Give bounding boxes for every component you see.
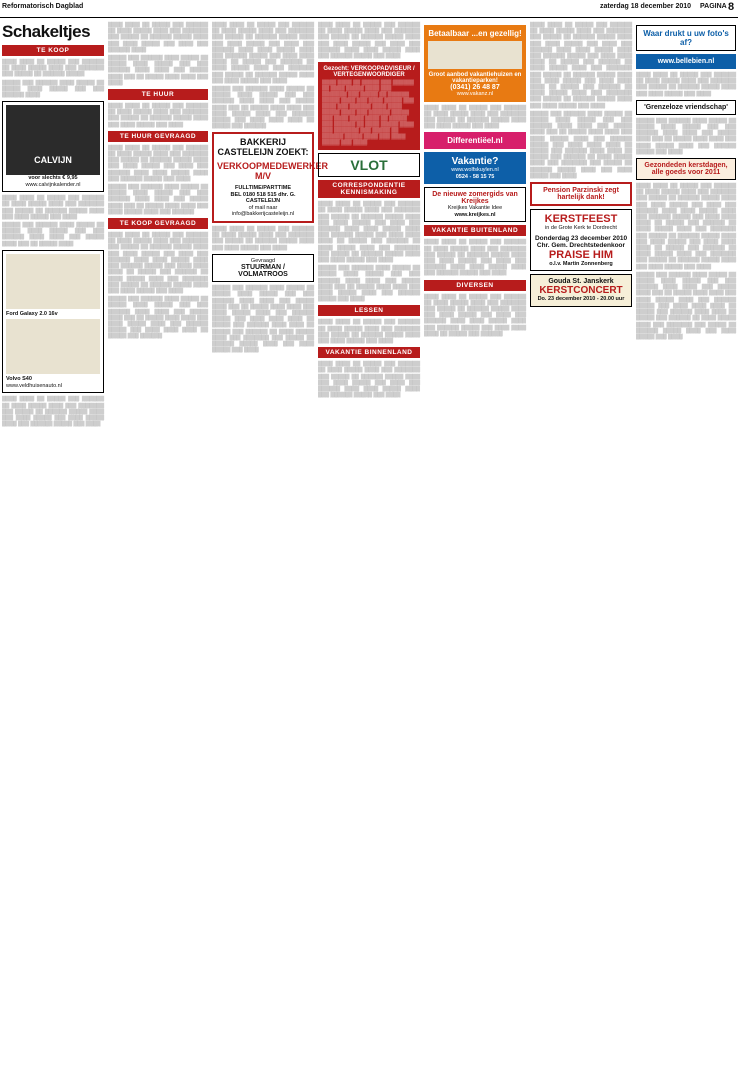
stuurman-head: Gevraagd bbox=[250, 257, 276, 264]
page-label: PAGINA bbox=[700, 3, 727, 10]
stuurman-title: STUURMAN / VOLMATROOS bbox=[238, 264, 288, 279]
concert-lead: o.l.v. Martin Zonnenberg bbox=[549, 260, 613, 267]
photo-question: Waar drukt u uw foto's af? bbox=[643, 29, 729, 47]
kerstfeest-sub: in de Grote Kerk te Dordrecht bbox=[545, 225, 617, 232]
wolfskuylen-site[interactable]: www.wolfskuylen.nl bbox=[451, 167, 499, 174]
kerstgroet-title: Gezondeden kerstdagen, alle goeds voor 2011 bbox=[644, 162, 728, 177]
pension-title: Pension Parzinski zegt hartelijk dank! bbox=[543, 187, 619, 202]
dealer-site[interactable]: www.veldhuisenauto.nl bbox=[6, 382, 62, 389]
car-dealer-ad bbox=[2, 250, 104, 394]
concert-choir: Chr. Gem. Drechtstedenkoor bbox=[536, 241, 626, 249]
text-block: ▒▒▒▒ ▒▒▒▒ ▒▒ ▒▒▒▒▒ ▒▒▒ ▒▒▒▒▒▒ ▒▒ ▒▒▒▒ ▒▒▒▒▒ ▒▒▒▒ ▒▒▒ ▒▒▒▒▒▒▒ ▒▒▒ ▒▒▒▒▒ ▒▒ ▒▒▒▒▒▒ ▒▒▒▒▒ ▒▒▒▒ ▒▒▒ ▒▒▒▒ ▒▒▒▒▒ ▒▒▒ ▒▒▒▒ ▒▒▒ ▒▒▒▒▒▒ ▒▒▒▒ ▒▒▒▒ ▒▒▒▒▒ ▒▒▒▒ ▒▒▒ ▒▒▒▒▒▒ ▒▒▒▒▒ ▒▒▒ ▒▒▒▒ ▒▒▒▒ ▒▒▒▒ ▒▒ ▒▒▒▒▒ ▒▒▒ ▒▒▒▒▒▒ bbox=[424, 293, 526, 337]
differentieel-title[interactable]: Differentiëel.nl bbox=[447, 136, 503, 146]
vakantie-question: Vakantie? bbox=[451, 156, 499, 168]
lessen-heading: LESSEN bbox=[318, 305, 420, 316]
photo-print-ad bbox=[636, 25, 736, 51]
column-1 bbox=[2, 22, 104, 1062]
text-block: ▒▒▒▒ ▒▒▒▒ ▒▒ ▒▒▒▒▒ ▒▒▒ ▒▒▒▒▒▒ ▒▒ ▒▒▒▒ ▒▒▒▒▒ ▒▒▒▒ ▒▒▒ ▒▒▒▒▒▒▒ ▒▒▒ ▒▒▒▒▒ ▒▒ ▒▒▒▒▒▒ ▒▒▒▒▒ ▒▒▒▒ ▒▒▒ ▒▒▒▒ ▒▒▒▒▒ ▒▒▒ ▒▒▒▒ ▒▒▒ ▒▒▒▒▒▒ ▒▒▒▒ ▒▒▒▒ ▒▒▒▒▒ ▒▒▒▒ ▒▒▒ ▒▒▒▒▒▒ ▒▒▒▒▒ ▒▒▒ ▒▒▒▒ ▒▒▒▒ ▒▒▒▒ ▒▒ ▒▒▒▒▒ ▒▒▒ ▒▒▒▒▒▒ ▒▒ ▒▒▒▒ ▒▒▒▒▒ ▒▒▒▒ ▒▒▒ ▒▒▒▒▒▒▒ ▒▒▒ ▒▒▒▒▒ ▒▒ ▒▒▒▒▒▒ ▒▒▒▒▒ ▒▒▒▒ ▒▒▒ ▒▒▒▒ ▒▒▒▒▒ ▒▒▒ ▒▒▒▒ ▒▒▒▒ ▒▒▒▒ ▒▒ ▒▒▒▒▒ ▒▒▒ ▒▒▒▒▒▒ ▒▒ ▒▒▒▒ ▒▒▒▒▒ ▒▒▒▒ ▒▒▒ ▒▒▒▒▒▒▒ ▒▒▒ ▒▒▒▒▒ ▒▒ ▒▒▒▒▒▒ ▒▒▒▒▒ ▒▒▒▒ ▒▒▒ ▒▒▒▒ ▒▒▒▒▒ ▒▒▒ ▒▒▒▒ ▒▒▒▒▒ ▒▒▒ ▒▒▒▒▒▒ ▒▒▒▒ ▒▒▒▒▒ ▒▒ ▒▒▒▒▒ ▒▒▒▒ ▒▒▒▒▒ ▒▒▒ ▒▒▒ ▒▒▒▒▒▒ ▒▒▒▒ ▒▒▒▒ ▒▒▒ ▒▒▒▒▒ ▒▒▒▒ ▒▒▒ ▒▒ ▒▒▒▒▒ ▒▒▒▒ ▒▒▒▒ ▒▒▒ ▒▒▒▒ ▒▒▒▒▒ ▒▒▒▒ ▒▒▒ ▒▒▒▒▒▒ ▒▒▒▒▒ ▒▒▒ ▒▒▒▒ ▒▒▒▒ ▒▒▒▒ ▒▒ ▒▒▒▒▒ ▒▒▒ ▒▒▒▒▒▒ ▒▒▒▒ ▒▒▒▒ ▒▒ ▒▒▒▒▒ ▒▒▒ ▒▒▒▒▒▒ ▒▒ ▒▒▒▒ ▒▒▒▒▒ ▒▒▒▒ ▒▒▒ ▒▒▒▒▒▒▒ ▒▒▒ ▒▒▒▒▒ ▒▒ ▒▒▒▒▒▒ ▒▒▒▒▒ ▒▒▒▒ ▒▒▒ ▒▒▒▒ ▒▒▒▒▒ ▒▒▒ ▒▒▒▒ bbox=[530, 22, 632, 179]
groot-aanbod: Groot aanbod vakantiehuizen en vakantieparken! bbox=[428, 72, 522, 84]
concert-date: Donderdag 23 december 2010 bbox=[534, 234, 628, 242]
wolfskuylen-ad bbox=[424, 152, 526, 184]
text-block: ▒▒▒▒ ▒▒▒▒ ▒▒ ▒▒▒▒▒ ▒▒▒ ▒▒▒▒▒▒ ▒▒ ▒▒▒▒ ▒▒▒▒▒ ▒▒▒▒ ▒▒▒ ▒▒▒▒▒▒▒ ▒▒▒ ▒▒▒▒▒ ▒▒ ▒▒▒▒▒▒ ▒▒▒▒▒ ▒▒▒▒ ▒▒▒ ▒▒▒▒ ▒▒▒▒▒ ▒▒▒ ▒▒▒▒ ▒▒▒ ▒▒▒▒▒▒ ▒▒▒▒ ▒▒▒▒ ▒▒▒▒▒ ▒▒▒▒ ▒▒▒ ▒▒▒▒▒▒ ▒▒▒▒▒ ▒▒▒ ▒▒▒▒ ▒▒▒▒ ▒▒▒▒ ▒▒ ▒▒▒▒▒ ▒▒▒ ▒▒▒▒▒▒ ▒▒ ▒▒▒▒ ▒▒▒▒▒ ▒▒▒▒ ▒▒▒ ▒▒▒▒▒▒▒ ▒▒▒ ▒▒▒▒▒ ▒▒ ▒▒▒▒▒▒ ▒▒▒▒▒ ▒▒▒▒ ▒▒▒ ▒▒▒▒ ▒▒▒▒▒ ▒▒▒ ▒▒▒▒ ▒▒▒▒▒ ▒▒▒ ▒▒▒▒▒▒ ▒▒▒▒ ▒▒▒▒▒ ▒▒ ▒▒▒▒▒ ▒▒▒▒ ▒▒▒▒▒ ▒▒▒ ▒▒▒ ▒▒▒▒▒▒ ▒▒▒▒ ▒▒▒▒ ▒▒▒ ▒▒▒▒▒ ▒▒▒▒ ▒▒▒ ▒▒ ▒▒▒▒▒ ▒▒▒▒ ▒▒▒▒ ▒▒▒ ▒▒▒▒ ▒▒▒▒▒ ▒▒▒▒ ▒▒▒ ▒▒▒▒▒▒ ▒▒▒▒▒ ▒▒▒ ▒▒▒▒ ▒▒▒▒ ▒▒▒▒ ▒▒ ▒▒▒▒▒ ▒▒▒ ▒▒▒▒▒▒ bbox=[108, 232, 208, 340]
section-title: Schakeltjes bbox=[2, 22, 91, 41]
bakkerij-title: BAKKERIJ CASTELEIJN ZOEKT: bbox=[217, 137, 309, 158]
page-header bbox=[0, 0, 738, 18]
te-huur-gevraagd-heading: TE HUUR GEVRAAGD bbox=[108, 131, 208, 142]
text-block: ▒▒▒▒ ▒▒▒▒ ▒▒ ▒▒▒▒▒ ▒▒▒ ▒▒▒▒▒▒ ▒▒ ▒▒▒▒ ▒▒▒▒▒ ▒▒▒▒ ▒▒▒ ▒▒▒▒▒▒▒ ▒▒▒ ▒▒▒▒▒ ▒▒ ▒▒▒▒▒▒ ▒▒▒▒▒ ▒▒▒▒ ▒▒▒ ▒▒▒▒ ▒▒▒▒▒ ▒▒▒ ▒▒▒▒ ▒▒▒ ▒▒▒▒▒▒ ▒▒▒▒ ▒▒▒▒ ▒▒▒▒▒ ▒▒▒▒ ▒▒▒ ▒▒▒▒▒▒ ▒▒▒▒▒ ▒▒▒ ▒▒▒▒ ▒▒▒▒ ▒▒▒▒ ▒▒ ▒▒▒▒▒ ▒▒▒ ▒▒▒▒▒▒ ▒▒ ▒▒▒▒ ▒▒▒▒▒ ▒▒▒▒ ▒▒▒ ▒▒▒▒▒▒▒ ▒▒▒ ▒▒▒▒▒ ▒▒ ▒▒▒▒▒▒ ▒▒▒▒▒ ▒▒▒▒ ▒▒▒ ▒▒▒▒ ▒▒▒▒▒ ▒▒▒ ▒▒▒▒ ▒▒▒▒▒ ▒▒▒ ▒▒▒▒▒▒ ▒▒▒▒ ▒▒▒▒▒ ▒▒ ▒▒▒▒▒ ▒▒▒▒ ▒▒▒▒▒ ▒▒▒ ▒▒▒ ▒▒▒▒▒▒ ▒▒▒▒ ▒▒▒▒ ▒▒▒ ▒▒▒▒▒ ▒▒▒▒ ▒▒▒ ▒▒ ▒▒▒▒▒ ▒▒▒▒ ▒▒▒▒ ▒▒▒ ▒▒▒▒ ▒▒▒▒▒ ▒▒▒▒ ▒▒▒ ▒▒▒▒▒▒ ▒▒▒▒▒ ▒▒▒ ▒▒▒▒ bbox=[318, 201, 420, 303]
book-site[interactable]: www.calvijnkalender.nl bbox=[25, 181, 81, 188]
betaalbaar-ad bbox=[424, 25, 526, 102]
bakkerij-sub: FULLTIME/PARTTIME bbox=[234, 185, 291, 192]
kerst-concert-ad bbox=[530, 209, 632, 271]
text-block: ▒▒▒▒ ▒▒▒▒ ▒▒ ▒▒▒▒▒ ▒▒▒ ▒▒▒▒▒▒ ▒▒ ▒▒▒▒ ▒▒▒▒▒ ▒▒▒▒ ▒▒▒ ▒▒▒▒▒▒▒ ▒▒▒ ▒▒▒▒▒ ▒▒ ▒▒▒▒▒▒ ▒▒▒▒▒ ▒▒▒▒ ▒▒▒ ▒▒▒▒ ▒▒▒▒▒ ▒▒▒ ▒▒▒▒ bbox=[318, 319, 420, 345]
holiday-photo bbox=[428, 41, 522, 69]
vlot-logo: VLOT bbox=[350, 157, 388, 174]
gouda-kerst: KERSTCONCERT bbox=[539, 285, 623, 297]
paper-name: Reformatorisch Dagblad bbox=[2, 3, 84, 10]
text-block: ▒▒▒▒ ▒▒▒▒ ▒▒ ▒▒▒▒▒ ▒▒▒ ▒▒▒▒▒▒ ▒▒ ▒▒▒▒ ▒▒▒▒▒ ▒▒▒▒ ▒▒▒ ▒▒▒▒▒▒▒ ▒▒▒ ▒▒▒▒▒ ▒▒ ▒▒▒▒▒▒ ▒▒▒▒▒ ▒▒▒▒ ▒▒▒ ▒▒▒▒ ▒▒▒▒▒ ▒▒▒ ▒▒▒▒ ▒▒▒▒▒ ▒▒▒▒ ▒▒▒ ▒▒▒▒▒▒ ▒▒▒▒▒ ▒▒▒ ▒▒▒▒ bbox=[2, 396, 104, 428]
text-block: ▒▒▒▒ ▒▒▒▒ ▒▒ ▒▒▒▒▒ ▒▒▒ ▒▒▒▒▒▒ ▒▒ ▒▒▒▒ ▒▒▒▒▒ ▒▒▒▒ ▒▒▒ ▒▒▒▒▒▒▒ ▒▒▒ ▒▒▒▒▒ ▒▒ ▒▒▒▒▒▒ ▒▒▒▒▒ ▒▒▒▒ ▒▒▒ ▒▒▒▒ ▒▒▒▒▒ ▒▒▒ ▒▒▒▒ ▒▒▒ ▒▒▒▒▒▒ ▒▒▒▒ ▒▒▒▒ ▒▒▒▒▒ ▒▒▒▒ ▒▒▒ ▒▒▒▒▒▒ ▒▒▒▒▒ ▒▒▒ ▒▒▒▒ bbox=[424, 239, 526, 277]
gouda-date: Do. 23 december 2010 - 20.00 uur bbox=[537, 296, 625, 303]
kreijkes-title: De nieuwe zomergids van Kreijkes bbox=[432, 191, 518, 206]
page-date: zaterdag 18 december 2010 bbox=[600, 3, 692, 10]
page-number: 8 bbox=[728, 1, 735, 13]
kreijkes-sub: Kreijkes Vakantie Idee bbox=[447, 205, 503, 212]
calvijn-book-ad bbox=[2, 101, 104, 192]
bakkerij-job: VERKOOPMEDEWERKER M/V bbox=[217, 161, 329, 182]
text-block: ▒▒▒▒ ▒▒▒▒ ▒▒ ▒▒▒▒▒ ▒▒▒ ▒▒▒▒▒▒ ▒▒ ▒▒▒▒ ▒▒▒▒▒ ▒▒▒▒ ▒▒▒ ▒▒▒▒▒▒▒ ▒▒▒ ▒▒▒▒▒ ▒▒ ▒▒▒▒▒▒ ▒▒▒▒▒ ▒▒▒▒ ▒▒▒ ▒▒▒▒ ▒▒▒▒▒ ▒▒▒ ▒▒▒▒ ▒▒▒ ▒▒▒▒▒▒ ▒▒▒▒ ▒▒▒▒ ▒▒▒▒▒ ▒▒▒▒ ▒▒▒ ▒▒▒▒▒▒ ▒▒▒▒▒ ▒▒▒ ▒▒▒▒ ▒▒▒▒▒ ▒▒▒ ▒▒▒▒▒▒ ▒▒▒▒ ▒▒▒▒▒ ▒▒ ▒▒▒▒▒ ▒▒▒▒ ▒▒▒▒▒ ▒▒▒ ▒▒▒ ▒▒▒▒▒▒ ▒▒▒▒ ▒▒▒▒ ▒▒▒ ▒▒▒▒▒ ▒▒▒▒ ▒▒▒ ▒▒ ▒▒▒▒▒ ▒▒▒▒ ▒▒▒▒ ▒▒▒ ▒▒▒▒ ▒▒▒▒▒ ▒▒▒▒ ▒▒▒ ▒▒▒▒▒▒ bbox=[108, 144, 208, 215]
kerstgroet-ad bbox=[636, 158, 736, 180]
stuurman-ad bbox=[212, 254, 314, 283]
text-block: ▒▒▒▒ ▒▒▒▒ ▒▒ ▒▒▒▒▒ ▒▒▒ ▒▒▒▒▒▒ ▒▒ ▒▒▒▒ ▒▒▒▒▒ ▒▒▒▒ ▒▒▒ ▒▒▒▒▒▒▒ ▒▒▒ ▒▒▒▒▒ ▒▒ ▒▒▒▒▒▒ ▒▒▒▒▒ ▒▒▒▒ ▒▒▒ ▒▒▒▒ ▒▒▒▒▒ ▒▒▒ ▒▒▒▒ ▒▒▒▒▒ ▒▒▒ ▒▒▒▒▒▒ ▒▒▒▒ ▒▒▒▒▒ ▒▒ ▒▒▒▒▒ ▒▒▒▒ ▒▒▒▒▒ ▒▒▒ ▒▒▒ ▒▒▒▒▒▒ ▒▒▒▒ ▒▒▒▒ ▒▒▒ ▒▒▒▒▒ ▒▒▒▒ ▒▒▒ ▒▒ ▒▒▒▒▒ ▒▒▒▒ bbox=[2, 195, 104, 247]
kerstfeest-title: KERSTFEEST bbox=[544, 213, 618, 226]
vakantie-buitenland-heading: VAKANTIE BUITENLAND bbox=[424, 225, 526, 236]
pension-parzinski-ad bbox=[530, 182, 632, 206]
verkoop-text: ▒▒▒▒ ▒▒▒▒ ▒▒ ▒▒▒▒▒ ▒▒▒ ▒▒▒▒▒▒ ▒▒ ▒▒▒▒ ▒▒▒▒▒ ▒▒▒▒ ▒▒▒ ▒▒▒▒▒▒▒ ▒▒▒ ▒▒▒▒▒ ▒▒ ▒▒▒▒▒▒ ▒▒▒▒▒ ▒▒▒▒ ▒▒▒ ▒▒▒▒ ▒▒▒▒▒ ▒▒▒ ▒▒▒▒ ▒▒▒ ▒▒▒▒▒▒ ▒▒▒▒ ▒▒▒▒ ▒▒▒▒▒ ▒▒▒▒ ▒▒▒ ▒▒▒▒▒▒ ▒▒▒▒▒ ▒▒▒ ▒▒▒▒ ▒▒▒▒ ▒▒▒▒ ▒▒ ▒▒▒▒▒ ▒▒▒ ▒▒▒▒▒▒ ▒▒ ▒▒▒▒ ▒▒▒▒▒ ▒▒▒▒ ▒▒▒ ▒▒▒▒▒▒▒ ▒▒▒ ▒▒▒▒▒ ▒▒ ▒▒▒▒▒▒ ▒▒▒▒▒ ▒▒▒▒ ▒▒▒ ▒▒▒▒ ▒▒▒▒▒ ▒▒▒ ▒▒▒▒ bbox=[322, 80, 414, 147]
bakkerij-email[interactable]: of mail naar info@bakkerijcasteleijn.nl bbox=[231, 204, 295, 218]
vriendschap-ad bbox=[636, 100, 736, 115]
groot-site[interactable]: www.vakanz.nl bbox=[456, 91, 494, 97]
differentieel-ad bbox=[424, 132, 526, 149]
text-block: ▒▒▒▒ ▒▒▒▒ ▒▒ ▒▒▒▒▒ ▒▒▒ ▒▒▒▒▒▒ ▒▒ ▒▒▒▒ ▒▒▒▒▒ ▒▒▒▒ ▒▒▒ ▒▒▒▒▒▒▒ ▒▒▒ ▒▒▒▒▒ ▒▒ ▒▒▒▒▒▒ ▒▒▒▒▒ ▒▒▒▒ ▒▒▒ ▒▒▒▒ ▒▒▒▒▒ ▒▒▒ ▒▒▒▒ bbox=[108, 103, 208, 128]
text-block: ▒▒▒▒ ▒▒▒▒ ▒▒ ▒▒▒▒▒ ▒▒▒ ▒▒▒▒▒▒ ▒▒ ▒▒▒▒ ▒▒▒▒▒ ▒▒▒▒ ▒▒▒ ▒▒▒▒▒▒▒ ▒▒▒ ▒▒▒▒▒ ▒▒ ▒▒▒▒▒▒ ▒▒▒▒▒ ▒▒▒▒ ▒▒▒ ▒▒▒▒ ▒▒▒▒▒ ▒▒▒ ▒▒▒▒ ▒▒▒ ▒▒▒▒▒▒ ▒▒▒▒ ▒▒▒▒ ▒▒▒▒▒ ▒▒▒▒ ▒▒▒ ▒▒▒▒▒▒ ▒▒▒▒▒ ▒▒▒ ▒▒▒▒ bbox=[318, 361, 420, 399]
verkoop-adviseur-ad bbox=[318, 62, 420, 150]
car-photo bbox=[6, 319, 100, 374]
gouda-title: Gouda St. Janskerk bbox=[548, 278, 614, 286]
kreijkes-site[interactable]: www.kreijkes.nl bbox=[454, 211, 496, 218]
kreijkes-ad bbox=[424, 187, 526, 222]
column-4 bbox=[318, 22, 420, 1062]
wolfskuylen-phone: 0524 - 58 15 75 bbox=[455, 173, 495, 180]
text-block: ▒▒▒▒▒ ▒▒▒ ▒▒▒▒▒▒ ▒▒▒▒ ▒▒▒▒▒ ▒▒ ▒▒▒▒▒ ▒▒▒▒ ▒▒▒▒▒ ▒▒▒ ▒▒▒ ▒▒▒▒▒▒ ▒▒▒▒ ▒▒▒▒ ▒▒▒ ▒▒▒▒▒ ▒▒▒▒ ▒▒▒ ▒▒ ▒▒▒▒▒ ▒▒▒▒ ▒▒▒▒ ▒▒▒ ▒▒▒▒ ▒▒▒▒▒ ▒▒▒▒ ▒▒▒ ▒▒▒▒▒▒ ▒▒▒▒▒ ▒▒▒ ▒▒▒▒ bbox=[636, 117, 736, 155]
text-block: ▒▒▒▒ ▒▒▒▒ ▒▒ ▒▒▒▒▒ ▒▒▒ ▒▒▒▒▒▒ ▒▒ ▒▒▒▒ ▒▒▒▒▒ ▒▒▒▒ ▒▒▒ ▒▒▒▒▒▒▒ ▒▒▒ ▒▒▒▒▒ ▒▒ ▒▒▒▒▒▒ ▒▒▒▒▒ ▒▒▒▒ ▒▒▒ ▒▒▒▒ ▒▒▒▒▒ ▒▒▒ ▒▒▒▒ bbox=[636, 72, 736, 97]
book-cover: CALVIJN bbox=[6, 105, 100, 175]
text-block: ▒▒▒▒ ▒▒▒▒ ▒▒ ▒▒▒▒▒ ▒▒▒ ▒▒▒▒▒▒ ▒▒ ▒▒▒▒ ▒▒▒▒▒ ▒▒▒▒ ▒▒▒ ▒▒▒▒▒▒▒ ▒▒▒ ▒▒▒▒▒ ▒▒ ▒▒▒▒▒▒ ▒▒▒▒▒ ▒▒▒▒ ▒▒▒ ▒▒▒▒ ▒▒▒▒▒ ▒▒▒ ▒▒▒▒ ▒▒▒ ▒▒▒▒▒▒ ▒▒▒▒ ▒▒▒▒ ▒▒▒▒▒ ▒▒▒▒ ▒▒▒ ▒▒▒▒▒▒ ▒▒▒▒▒ ▒▒▒ ▒▒▒▒ ▒▒▒▒ ▒▒▒▒ ▒▒ ▒▒▒▒▒ ▒▒▒ ▒▒▒▒▒▒ ▒▒ ▒▒▒▒ ▒▒▒▒▒ ▒▒▒▒ ▒▒▒ ▒▒▒▒▒▒▒ ▒▒▒ ▒▒▒▒▒ ▒▒ ▒▒▒▒▒▒ ▒▒▒▒▒ ▒▒▒▒ ▒▒▒ ▒▒▒▒ ▒▒▒▒▒ ▒▒▒ ▒▒▒▒ ▒▒▒▒ ▒▒▒▒ ▒▒ ▒▒▒▒▒ ▒▒▒ ▒▒▒▒▒▒ ▒▒ ▒▒▒▒ ▒▒▒▒▒ ▒▒▒▒ ▒▒▒ ▒▒▒▒▒▒▒ ▒▒▒ ▒▒▒▒▒ ▒▒ ▒▒▒▒▒▒ ▒▒▒▒▒ ▒▒▒▒ ▒▒▒ ▒▒▒▒ ▒▒▒▒▒ ▒▒▒ ▒▒▒▒ ▒▒▒▒▒ ▒▒▒ ▒▒▒▒▒▒ ▒▒▒▒ ▒▒▒▒▒ ▒▒ ▒▒▒▒▒ ▒▒▒▒ ▒▒▒▒▒ ▒▒▒ ▒▒▒ ▒▒▒▒▒▒ ▒▒▒▒ ▒▒▒▒ ▒▒▒ ▒▒▒▒▒ ▒▒▒▒ ▒▒▒ ▒▒ ▒▒▒▒▒ ▒▒▒▒ ▒▒▒▒ ▒▒▒ ▒▒▒▒ ▒▒▒▒▒ ▒▒▒▒ ▒▒▒ ▒▒▒▒▒▒ ▒▒▒▒▒ ▒▒▒ ▒▒▒▒ ▒▒▒▒ ▒▒▒▒ ▒▒ ▒▒▒▒▒ ▒▒▒ ▒▒▒▒▒▒ ▒▒▒▒ ▒▒▒▒ ▒▒ ▒▒▒▒▒ ▒▒▒ ▒▒▒▒▒▒ ▒▒ ▒▒▒▒ ▒▒▒▒▒ ▒▒▒▒ ▒▒▒ ▒▒▒▒▒▒▒ ▒▒▒ ▒▒▒▒▒ ▒▒ ▒▒▒▒▒▒ ▒▒▒▒▒ ▒▒▒▒ ▒▒▒ ▒▒▒▒ ▒▒▒▒▒ ▒▒▒ ▒▒▒▒ bbox=[636, 183, 736, 340]
text-block: ▒▒▒▒ ▒▒▒▒ ▒▒ ▒▒▒▒▒ ▒▒▒ ▒▒▒▒▒▒ ▒▒ ▒▒▒▒ ▒▒▒▒▒ ▒▒▒▒ ▒▒▒ ▒▒▒▒▒▒▒ ▒▒▒ ▒▒▒▒▒ ▒▒ ▒▒▒▒▒▒ ▒▒▒▒▒ ▒▒▒▒ ▒▒▒ ▒▒▒▒ ▒▒▒▒▒ ▒▒▒ ▒▒▒▒ bbox=[424, 104, 526, 130]
te-koop-gevraagd-heading: TE KOOP GEVRAAGD bbox=[108, 218, 208, 229]
text-block: ▒▒▒▒ ▒▒▒▒ ▒▒ ▒▒▒▒▒ ▒▒▒ ▒▒▒▒▒▒ ▒▒ ▒▒▒▒ ▒▒▒▒▒ ▒▒▒▒ ▒▒▒ ▒▒▒▒▒▒▒ ▒▒▒ ▒▒▒▒▒ ▒▒ ▒▒▒▒▒▒ ▒▒▒▒▒ ▒▒▒▒ ▒▒▒ ▒▒▒▒ ▒▒▒▒▒ ▒▒▒ ▒▒▒▒ ▒▒▒ ▒▒▒▒▒▒ ▒▒▒▒ ▒▒▒▒ ▒▒▒▒▒ ▒▒▒▒ ▒▒▒ ▒▒▒▒▒▒ ▒▒▒▒▒ ▒▒▒ ▒▒▒▒ ▒▒▒▒ ▒▒▒▒ ▒▒ ▒▒▒▒▒ ▒▒▒ ▒▒▒▒▒▒ ▒▒ ▒▒▒▒ ▒▒▒▒▒ ▒▒▒▒ ▒▒▒ ▒▒▒▒▒▒▒ ▒▒▒ ▒▒▒▒▒ ▒▒ ▒▒▒▒▒▒ ▒▒▒▒▒ ▒▒▒▒ ▒▒▒ ▒▒▒▒ ▒▒▒▒▒ ▒▒▒ ▒▒▒▒ ▒▒▒▒▒ ▒▒▒ ▒▒▒▒▒▒ ▒▒▒▒ ▒▒▒▒▒ ▒▒ ▒▒▒▒▒ ▒▒▒▒ ▒▒▒▒▒ ▒▒▒ ▒▒▒ ▒▒▒▒▒▒ ▒▒▒▒ ▒▒▒▒ ▒▒▒ ▒▒▒▒▒ ▒▒▒▒ ▒▒▒ ▒▒ ▒▒▒▒▒ ▒▒▒▒ ▒▒▒▒ ▒▒▒ ▒▒▒▒ ▒▒▒▒▒ ▒▒▒▒ ▒▒▒ ▒▒▒▒▒▒ ▒▒▒▒▒ ▒▒▒ ▒▒▒▒ ▒▒▒▒ ▒▒▒▒ ▒▒ ▒▒▒▒▒ ▒▒▒ ▒▒▒▒▒▒ bbox=[212, 22, 314, 130]
bellebien-ad bbox=[636, 54, 736, 69]
vlot-ad bbox=[318, 153, 420, 177]
vriendschap-title: 'Grenzeloze vriendschap' bbox=[644, 103, 728, 111]
text-block: ▒▒▒▒ ▒▒▒▒ ▒▒ ▒▒▒▒▒ ▒▒▒ ▒▒▒▒▒▒ ▒▒ ▒▒▒▒ ▒▒▒▒▒ ▒▒▒▒ ▒▒▒ ▒▒▒▒▒▒▒ ▒▒▒ ▒▒▒▒▒ ▒▒ ▒▒▒▒▒▒ ▒▒▒▒▒ ▒▒▒▒ ▒▒▒ ▒▒▒▒ ▒▒▒▒▒ ▒▒▒ ▒▒▒▒ bbox=[212, 225, 314, 251]
car-photo bbox=[6, 254, 100, 309]
text-block: ▒▒▒▒ ▒▒▒▒ ▒▒ ▒▒▒▒▒ ▒▒▒ ▒▒▒▒▒▒ ▒▒ ▒▒▒▒ ▒▒▒▒▒ ▒▒▒▒ ▒▒▒ ▒▒▒▒▒▒▒ ▒▒▒ ▒▒▒▒▒ ▒▒ ▒▒▒▒▒▒ ▒▒▒▒▒ ▒▒▒▒ ▒▒▒ ▒▒▒▒ ▒▒▒▒▒ ▒▒▒ ▒▒▒▒ ▒▒▒ ▒▒▒▒▒▒ ▒▒▒▒ ▒▒▒▒▒ ▒▒▒ ▒▒▒▒▒▒ ▒▒▒▒ ▒▒▒▒▒ ▒▒ ▒▒▒▒▒ ▒▒▒▒ ▒▒▒▒▒ ▒▒▒ ▒▒▒ ▒▒▒▒▒▒ ▒▒▒▒ ▒▒▒▒ ▒▒▒ ▒▒▒▒▒ ▒▒▒▒ ▒▒▒ ▒▒ ▒▒▒▒▒ ▒▒▒▒ ▒▒▒▒ ▒▒▒ ▒▒▒▒ bbox=[108, 22, 208, 86]
car-caption: Ford Galaxy 2.0 16v bbox=[6, 310, 58, 317]
betaalbaar-title: Betaalbaar ...en gezellig! bbox=[428, 29, 522, 38]
column-3 bbox=[212, 22, 329, 1062]
book-price: voor slechts € 9,95 bbox=[28, 175, 78, 182]
gouda-concert-ad bbox=[530, 274, 632, 307]
correspondentie-heading: CORRESPONDENTIE KENNISMAKING bbox=[318, 180, 420, 198]
text-block: ▒▒▒▒ ▒▒▒▒ ▒▒ ▒▒▒▒▒ ▒▒▒ ▒▒▒▒▒▒ ▒▒ ▒▒▒▒ ▒▒▒▒▒ ▒▒▒▒ ▒▒▒ ▒▒▒▒▒▒▒ ▒▒▒ ▒▒▒▒▒ ▒▒ ▒▒▒▒▒▒ ▒▒▒▒▒ ▒▒▒▒▒ ▒▒▒ ▒▒▒▒▒▒ ▒▒▒▒ ▒▒▒▒▒ ▒▒ ▒▒▒▒▒ ▒▒▒▒ ▒▒▒▒▒ ▒▒▒ ▒▒▒ ▒▒▒▒▒▒ ▒▒▒▒ bbox=[2, 59, 104, 99]
column-6 bbox=[530, 22, 632, 1062]
column-5 bbox=[424, 22, 526, 1062]
groot-phone: (0341) 26 48 87 bbox=[450, 84, 500, 91]
car-caption: Volvo S40 bbox=[6, 376, 32, 383]
te-huur-heading: TE HUUR bbox=[108, 89, 208, 100]
diversen-heading: DIVERSEN bbox=[424, 280, 526, 291]
verkoop-heading: Gezocht: VERKOOPADVISEUR / VERTEGENWOORDIGER bbox=[323, 66, 415, 79]
text-block: ▒▒▒▒▒ ▒▒▒ ▒▒▒▒▒▒ ▒▒▒▒ ▒▒▒▒▒ ▒▒ ▒▒▒▒▒ ▒▒▒▒ ▒▒▒▒▒ ▒▒▒ ▒▒▒ ▒▒▒▒▒▒ ▒▒▒▒ ▒▒▒▒ ▒▒▒ ▒▒▒▒▒ ▒▒▒▒ ▒▒▒ ▒▒ ▒▒▒▒▒ ▒▒▒▒ ▒▒▒▒ ▒▒▒ ▒▒▒▒ ▒▒▒▒▒ ▒▒▒▒ ▒▒▒ ▒▒▒▒▒▒ ▒▒▒▒▒ ▒▒▒ ▒▒▒▒ ▒▒▒▒ ▒▒▒▒ ▒▒ ▒▒▒▒▒ ▒▒▒ ▒▒▒▒▒▒ ▒▒▒▒ ▒▒▒▒ ▒▒ ▒▒▒▒▒ ▒▒▒ ▒▒▒▒▒▒ ▒▒ ▒▒▒▒ ▒▒▒▒▒ ▒▒▒▒ ▒▒▒ ▒▒▒▒▒▒▒ ▒▒▒ ▒▒▒▒▒ ▒▒ ▒▒▒▒▒▒ ▒▒▒▒▒ ▒▒▒▒ ▒▒▒ ▒▒▒▒ ▒▒▒▒▒ ▒▒▒ ▒▒▒▒ bbox=[212, 285, 314, 354]
bakkerij-job-ad bbox=[212, 132, 329, 223]
vakantie-binnenland-heading: VAKANTIE BINNENLAND bbox=[318, 347, 420, 358]
bellebien-site[interactable]: www.bellebien.nl bbox=[657, 58, 715, 65]
column-7 bbox=[636, 22, 736, 1062]
bakkerij-phone: BEL 0180 518 515 dhr. G. CASTELEIJN bbox=[230, 191, 296, 205]
column-2 bbox=[108, 22, 208, 1062]
te-koop-heading: TE KOOP bbox=[2, 45, 104, 56]
text-block: ▒▒▒▒ ▒▒▒▒ ▒▒ ▒▒▒▒▒ ▒▒▒ ▒▒▒▒▒▒ ▒▒ ▒▒▒▒ ▒▒▒▒▒ ▒▒▒▒ ▒▒▒ ▒▒▒▒▒▒▒ ▒▒▒ ▒▒▒▒▒ ▒▒ ▒▒▒▒▒▒ ▒▒▒▒▒ ▒▒▒▒ ▒▒▒ ▒▒▒▒ ▒▒▒▒▒ ▒▒▒ ▒▒▒▒ ▒▒▒ ▒▒▒▒▒▒ ▒▒▒▒ ▒▒▒▒ ▒▒▒▒▒ ▒▒▒▒ ▒▒▒ ▒▒▒▒▒▒ ▒▒▒▒▒ ▒▒▒ ▒▒▒▒ bbox=[318, 22, 420, 60]
concert-title: PRAISE HIM bbox=[548, 248, 614, 261]
